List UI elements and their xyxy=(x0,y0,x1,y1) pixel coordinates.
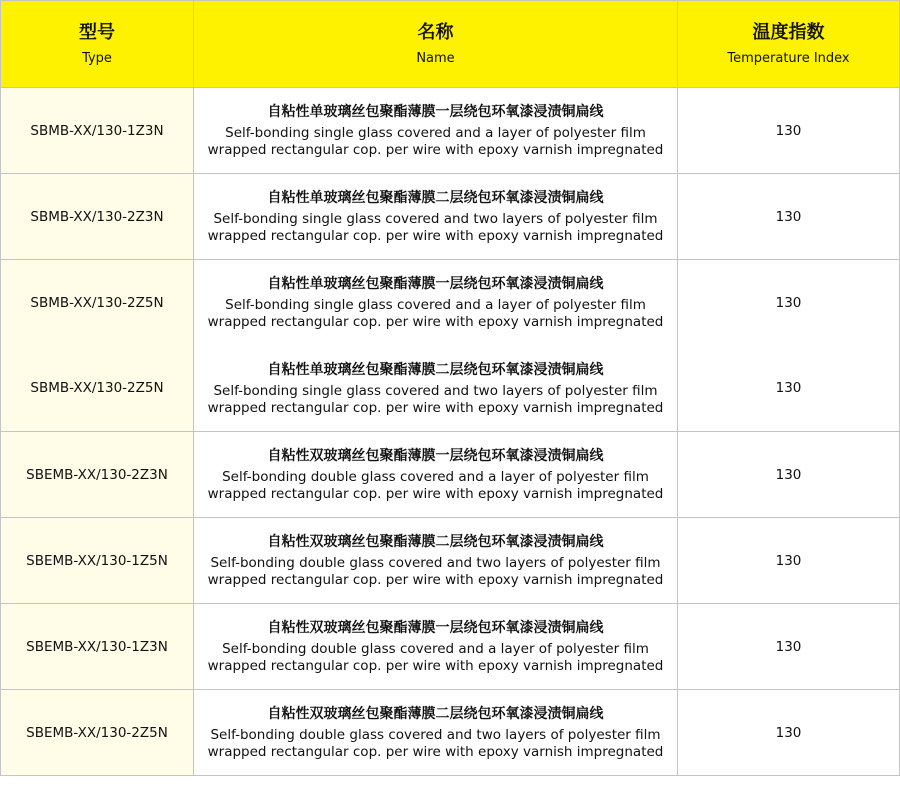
name-cell xyxy=(194,346,678,432)
header-temp-zh: 温度指数 xyxy=(752,21,825,43)
name-en-line-1: Self-bonding single glass covered and two layers of polyester film xyxy=(213,382,658,399)
table-row xyxy=(1,88,900,174)
header-type-zh: 型号 xyxy=(79,21,115,43)
table-row xyxy=(1,174,900,260)
temp-cell: 130 xyxy=(678,518,900,604)
temp-cell: 130 xyxy=(678,690,900,776)
name-en-line-1: Self-bonding double glass covered and a layer of polyester film xyxy=(222,641,649,657)
name-zh: 自粘性双玻璃丝包聚酯薄膜二层绕包环氧漆浸渍铜扁线 xyxy=(267,706,604,722)
name-en-line-1: Self-bonding double glass covered and two layers of polyester film xyxy=(210,555,661,571)
table-row xyxy=(1,690,900,776)
header-temp xyxy=(678,1,900,88)
header-name-en: Name xyxy=(416,50,455,66)
name-zh: 自粘性双玻璃丝包聚酯薄膜二层绕包环氧漆浸渍铜扁线 xyxy=(267,534,604,550)
header-temp-en: Temperature Index xyxy=(727,50,850,66)
header-type-en: Type xyxy=(82,50,112,66)
type-cell: SBEMB-XX/130-2Z3N xyxy=(1,432,194,518)
name-cell xyxy=(194,518,678,604)
type-cell: SBMB-XX/130-1Z3N xyxy=(1,88,194,174)
name-cell xyxy=(194,88,678,174)
name-zh: 自粘性单玻璃丝包聚酯薄膜二层绕包环氧漆浸渍铜扁线 xyxy=(267,190,604,206)
name-zh: 自粘性单玻璃丝包聚酯薄膜一层绕包环氧漆浸渍铜扁线 xyxy=(267,276,604,293)
name-en-line-1: Self-bonding double glass covered and two layers of polyester film xyxy=(210,727,661,743)
name-en-line-2: wrapped rectangular cop. per wire with epoxy varnish impregnated xyxy=(207,399,664,416)
table-row xyxy=(1,432,900,518)
name-cell xyxy=(194,604,678,690)
name-en-line-2: wrapped rectangular cop. per wire with epoxy varnish impregnated xyxy=(207,658,664,674)
name-en-line-2: wrapped rectangular cop. per wire with epoxy varnish impregnated xyxy=(207,142,664,158)
temp-cell: 130 xyxy=(678,88,900,174)
name-zh: 自粘性双玻璃丝包聚酯薄膜一层绕包环氧漆浸渍铜扁线 xyxy=(267,448,604,464)
temp-cell: 130 xyxy=(678,432,900,518)
name-zh: 自粘性单玻璃丝包聚酯薄膜二层绕包环氧漆浸渍铜扁线 xyxy=(267,361,604,378)
temp-cell: 130 xyxy=(678,174,900,260)
table-row xyxy=(1,604,900,690)
type-cell: SBEMB-XX/130-1Z3N xyxy=(1,604,194,690)
name-en-line-1: Self-bonding single glass covered and a layer of polyester film xyxy=(225,125,646,141)
name-en-line-1: Self-bonding single glass covered and a layer of polyester film xyxy=(225,297,646,314)
name-en-line-1: Self-bonding double glass covered and a layer of polyester film xyxy=(222,469,649,485)
type-cell: SBEMB-XX/130-1Z5N xyxy=(1,518,194,604)
table-row xyxy=(1,518,900,604)
name-en-line-2: wrapped rectangular cop. per wire with epoxy varnish impregnated xyxy=(207,314,664,331)
temp-cell: 130 xyxy=(678,604,900,690)
header-name xyxy=(194,1,678,88)
name-zh: 自粘性双玻璃丝包聚酯薄膜一层绕包环氧漆浸渍铜扁线 xyxy=(267,620,604,636)
name-en-line-1: Self-bonding single glass covered and two layers of polyester film xyxy=(213,211,658,227)
name-cell xyxy=(194,432,678,518)
type-cell: SBMB-XX/130-2Z5N xyxy=(1,260,194,346)
table-row xyxy=(1,260,900,346)
name-en-line-2: wrapped rectangular cop. per wire with epoxy varnish impregnated xyxy=(207,486,664,502)
type-cell: SBMB-XX/130-2Z3N xyxy=(1,174,194,260)
name-cell xyxy=(194,690,678,776)
name-en-line-2: wrapped rectangular cop. per wire with epoxy varnish impregnated xyxy=(207,744,664,760)
temp-cell: 130 xyxy=(678,260,900,346)
name-en-line-2: wrapped rectangular cop. per wire with epoxy varnish impregnated xyxy=(207,228,664,244)
name-en-line-2: wrapped rectangular cop. per wire with epoxy varnish impregnated xyxy=(207,572,664,588)
name-cell xyxy=(194,174,678,260)
temp-cell: 130 xyxy=(678,346,900,432)
type-cell: SBMB-XX/130-2Z5N xyxy=(1,346,194,432)
table-row xyxy=(1,346,900,432)
name-cell xyxy=(194,260,678,346)
type-cell: SBEMB-XX/130-2Z5N xyxy=(1,690,194,776)
header-type xyxy=(1,1,194,88)
name-zh: 自粘性单玻璃丝包聚酯薄膜一层绕包环氧漆浸渍铜扁线 xyxy=(267,104,604,120)
header-name-zh: 名称 xyxy=(417,21,454,43)
table-header-row xyxy=(1,1,900,88)
